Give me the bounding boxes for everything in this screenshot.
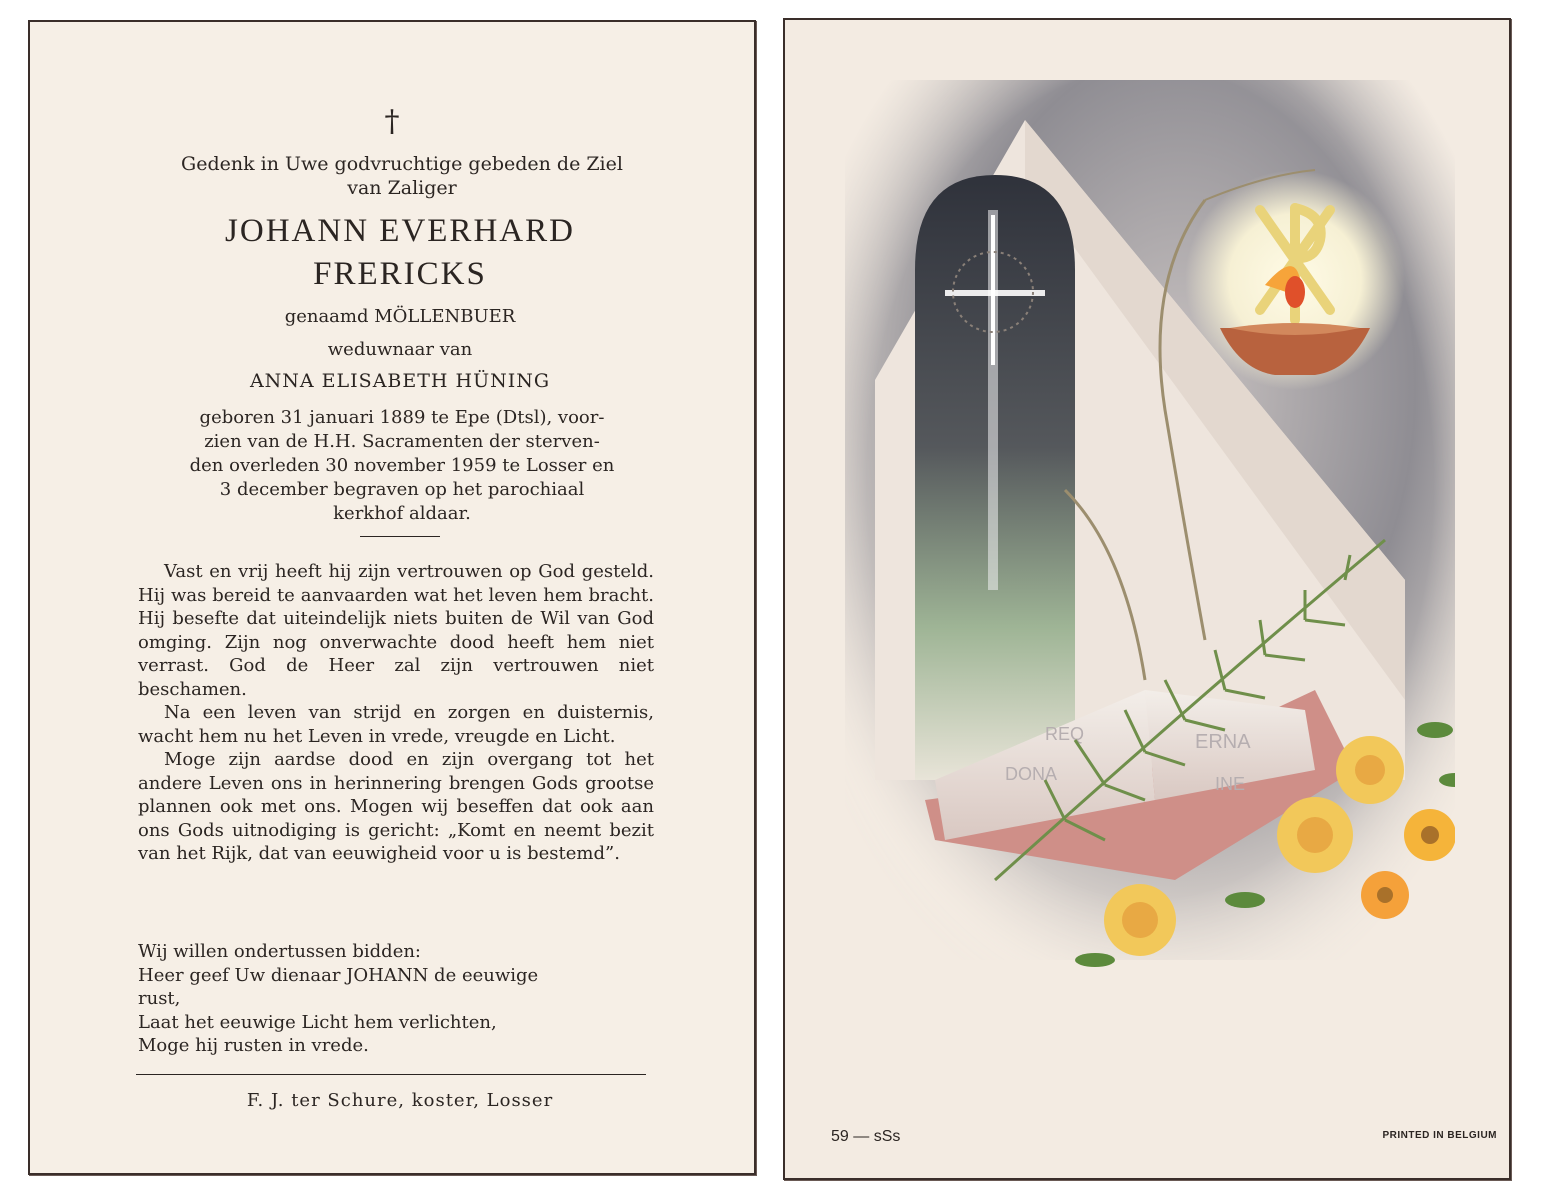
- bio-line: kerkhof aldaar.: [333, 503, 471, 524]
- bio-line: zien van de H.H. Sacramenten der sterven-: [204, 431, 600, 452]
- book-text: REQ: [1045, 724, 1085, 744]
- bio-line: 3 december begraven op het parochiaal: [219, 479, 585, 500]
- printer-credit: F. J. ter Schure, koster, Losser: [246, 1090, 554, 1111]
- divider: [360, 536, 440, 537]
- memorial-card-image: [783, 18, 1511, 1180]
- reflection-text: [138, 560, 654, 866]
- prayer-line: Moge hij rusten in vrede.: [138, 1035, 369, 1056]
- intro-line: Gedenk in Uwe godvruchtige gebeden de Ziel: [181, 153, 623, 175]
- nickname: genaamd MÖLLENBUER: [284, 306, 516, 327]
- paragraph: Vast en vrij heeft hij zijn vertrouwen op God gesteld. Hij was bereid te aanvaarden wat het leven hem bracht. Hij besefte dat uiteindelijk niets buiten de Wil van God omging. Zijn nog onverwachte dood heeft hem niet verrast. God de Heer zal zijn vertrouwen niet beschamen.: [138, 561, 654, 700]
- prayer-line: Laat het eeuwige Licht hem verlichten,: [138, 1011, 497, 1033]
- bio-line: geboren 31 januari 1889 te Epe (Dtsl), voor-: [199, 407, 605, 428]
- book-text: INE: [1215, 774, 1246, 794]
- widower-label: weduwnaar van: [327, 339, 473, 360]
- prayer-line: rust,: [138, 988, 181, 1009]
- prayer-line: Wij willen ondertussen bidden:: [138, 941, 421, 962]
- devotional-illustration: [845, 80, 1455, 975]
- prayer-line: Heer geef Uw dienaar JOHANN de eeuwige: [138, 964, 539, 986]
- spouse-name: ANNA ELISABETH HÜNING: [249, 370, 551, 392]
- intro-text: [142, 152, 662, 200]
- paragraph: Moge zijn aardse dood en zijn overgang tot het andere Leven ons in herinnering brengen Gods grootse plannen ook met ons. Mogen wij beseffen dat ook aan ons Gods uitnodiging is gericht: „Komt en neemt bezit van het Rijk, dat van eeuwigheid voor u is bestemd”.: [138, 749, 654, 864]
- printed-in: PRINTED IN BELGIUM: [1382, 1130, 1497, 1141]
- intro-line: van Zaliger: [347, 177, 457, 199]
- book-text: ERNA: [1195, 731, 1251, 753]
- name-line: JOHANN EVERHARD: [225, 213, 575, 249]
- deceased-name: [130, 210, 670, 296]
- memorial-card-text: [28, 20, 756, 1175]
- cross-icon: †: [384, 104, 400, 139]
- name-line: FRERICKS: [313, 256, 487, 292]
- prayer: [138, 940, 654, 1058]
- card-code: 59 — sSs: [831, 1128, 901, 1145]
- bio-line: den overleden 30 november 1959 te Losser en: [189, 455, 615, 476]
- paragraph: Na een leven van strijd en zorgen en duisternis, wacht hem nu het Leven in vrede, vreugde en Licht.: [138, 702, 654, 747]
- divider: [136, 1074, 646, 1075]
- book-text: DONA: [1005, 764, 1058, 784]
- biography: [142, 406, 662, 526]
